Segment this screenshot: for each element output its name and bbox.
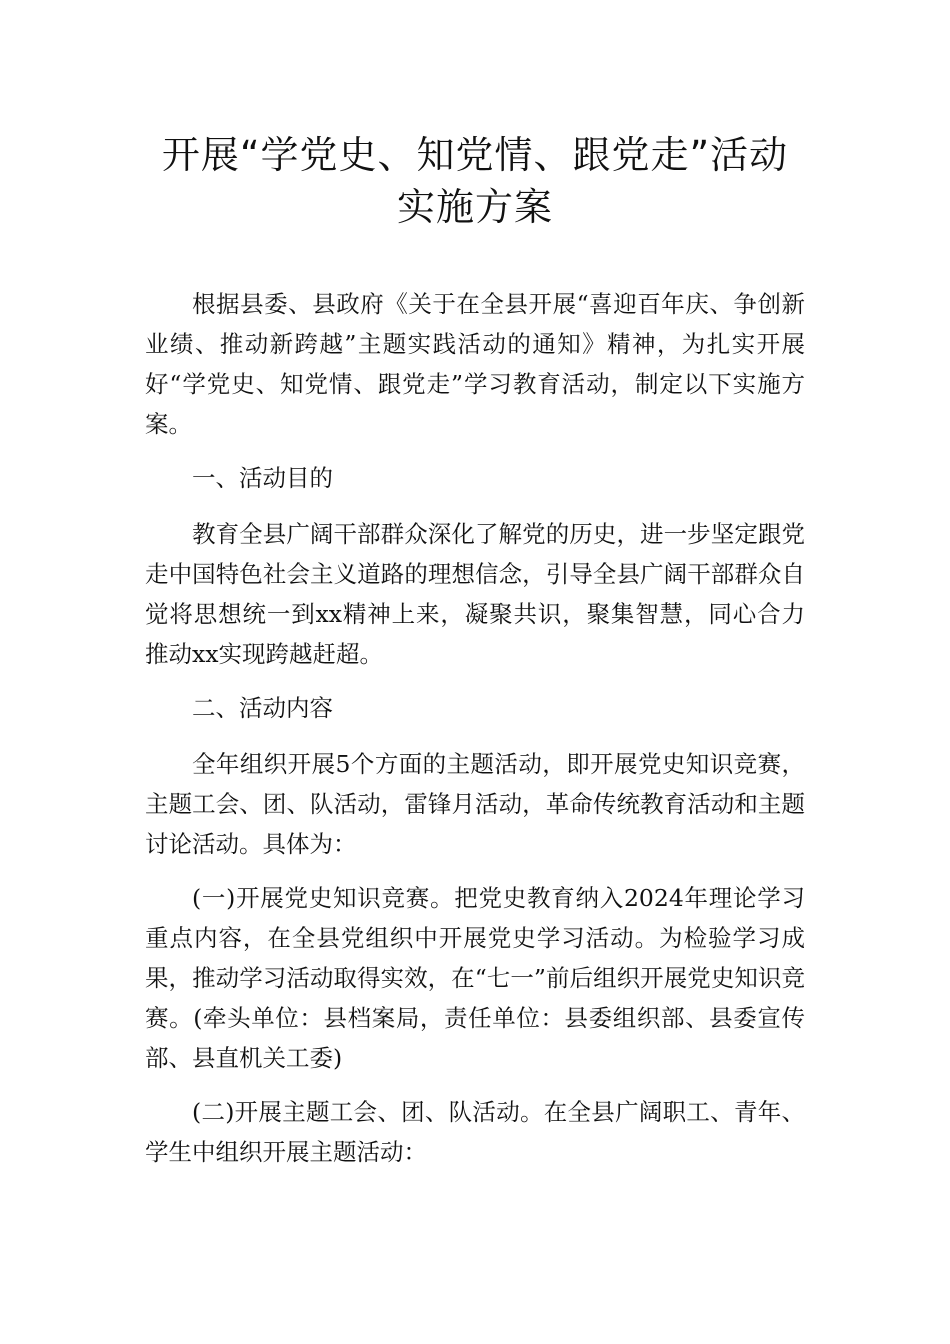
purpose-paragraph: 教育全县广阔干部群众深化了解党的历史，进一步坚定跟党走中国特色社会主义道路的理想信念，引导全县广阔干部群众自觉将思想统一到xx精神上来，凝聚共识，聚集智慧，同心合力推动xx实现跨越赶超。 bbox=[145, 520, 805, 668]
content-item-1-paragraph: (一)开展党史知识竞赛。把党史教育纳入2024年理论学习重点内容，在全县党组织中开展党史学习活动。为检验学习成果，推动学习活动取得实效，在“七一”前后组织开展党史知识竞赛。(牵头单位：县档案局，责任单位：县委组织部、县委宣传部、县直机关工委) bbox=[145, 884, 805, 1072]
content-overview-paragraph: 全年组织开展5个方面的主题活动，即开展党史知识竞赛，主题工会、团、队活动，雷锋月活动，革命传统教育活动和主题讨论活动。具体为： bbox=[145, 750, 805, 858]
content-item-2-paragraph: (二)开展主题工会、团、队活动。在全县广阔职工、青年、学生中组织开展主题活动： bbox=[145, 1098, 805, 1166]
document-body bbox=[145, 284, 805, 1186]
intro-paragraph: 根据县委、县政府《关于在全县开展“喜迎百年庆、争创新业绩、推动新跨越”主题实践活动的通知》精神，为扎实开展好“学党史、知党情、跟党走”学习教育活动，制定以下实施方案。 bbox=[145, 290, 805, 438]
section-heading-purpose: 一、活动目的 bbox=[192, 464, 333, 492]
section-heading-content: 二、活动内容 bbox=[192, 694, 333, 722]
document-title-line-2: 实施方案 bbox=[396, 185, 553, 229]
document-title-line-1: 开展“学党史、知党情、跟党走”活动 bbox=[161, 133, 789, 177]
